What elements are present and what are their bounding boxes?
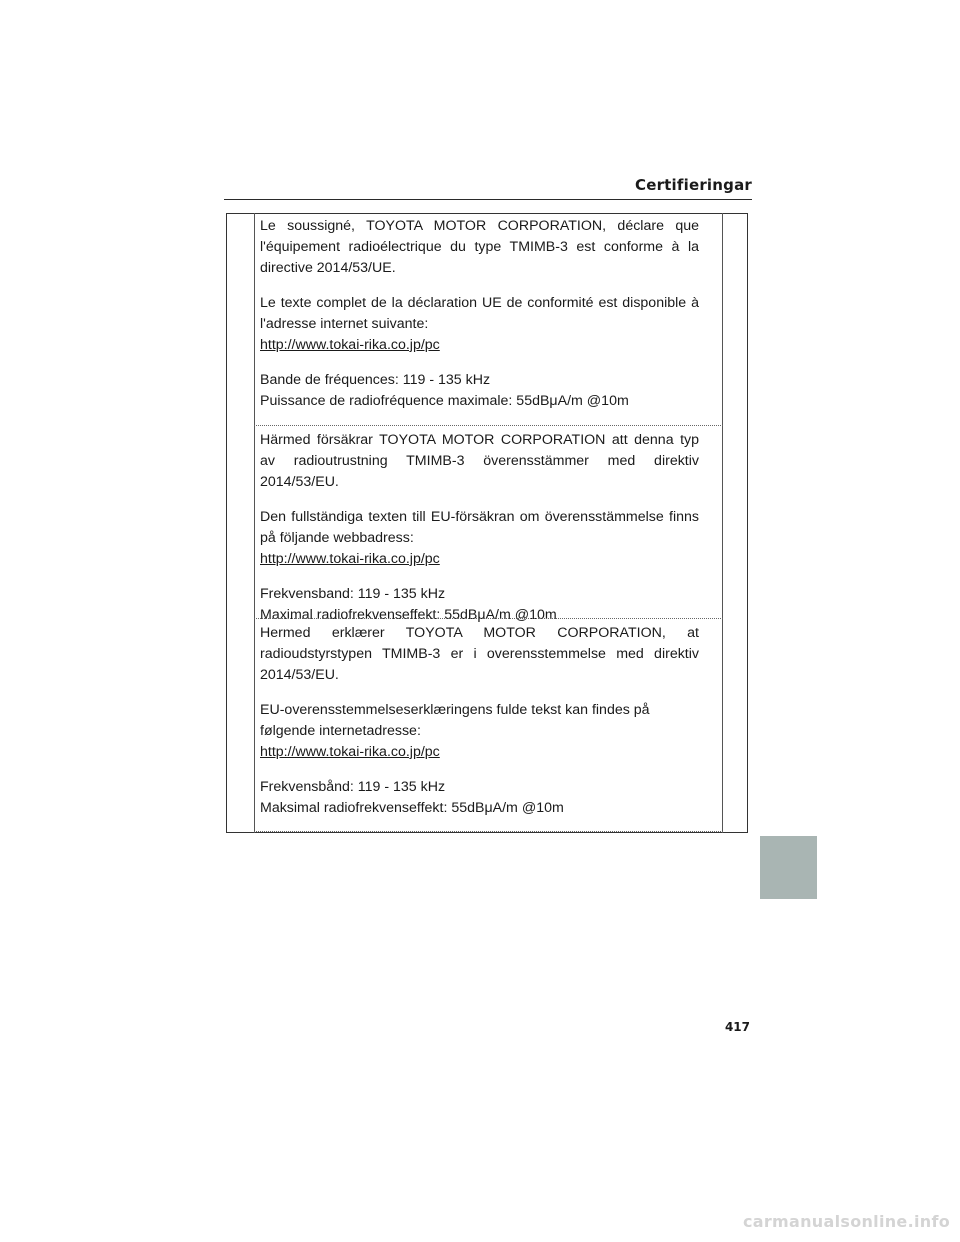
page-number: 417 (724, 1020, 750, 1034)
frequency-band: Frekvensband: 119 - 135 kHz (260, 586, 446, 602)
declaration-url-link[interactable]: http://www.tokai-rika.co.jp/pc (260, 744, 440, 760)
full-text-intro: Le texte complet de la déclaration UE de conformité est disponible à l'adresse internet suivante: (260, 295, 699, 332)
full-text-intro-line-1: EU-overensstemmelseserklæringens fulde tekst kan findes på (260, 702, 650, 718)
section-divider-bottom (254, 831, 723, 832)
declaration-text: Hermed erklærer TOYOTA MOTOR CORPORATION, at radioudstyrstypen TMIMB-3 er i overensstemmelse med direktiv 2014/53/EU. (260, 625, 699, 683)
section-divider (254, 425, 723, 426)
section-divider (254, 618, 723, 619)
frequency-band: Bande de fréquences: 119 - 135 kHz (260, 372, 491, 388)
declaration-section-swedish (260, 430, 699, 626)
declaration-text: Le soussigné, TOYOTA MOTOR CORPORATION, déclare que l'équipement radioélectrique du type TMIMB-3 est conforme à la directive 2014/53/UE. (260, 218, 699, 276)
max-power: Maximal radiofrekvenseffekt: 55dBμA/m @10m (260, 607, 557, 623)
page-header-title: Certifieringar (634, 176, 752, 194)
chapter-thumb-tab (760, 836, 817, 899)
full-text-intro: Den fullständiga texten till EU-försäkran om överensstämmelse finns på följande webbadress: (260, 509, 699, 546)
declaration-section-danish (260, 623, 699, 819)
declaration-url-link[interactable]: http://www.tokai-rika.co.jp/pc (260, 551, 440, 567)
declaration-text: Härmed försäkrar TOYOTA MOTOR CORPORATION att denna typ av radioutrustning TMIMB-3 överensstämmer med direktiv 2014/53/EU. (260, 432, 699, 490)
watermark-text: carmanualsonline.info (742, 1212, 950, 1231)
max-power: Maksimal radiofrekvenseffekt: 55dBμA/m @10m (260, 800, 564, 816)
max-power: Puissance de radiofréquence maximale: 55dBμA/m @10m (260, 393, 629, 409)
declaration-section-french (260, 216, 699, 412)
declaration-url-link[interactable]: http://www.tokai-rika.co.jp/pc (260, 337, 440, 353)
frequency-band: Frekvensbånd: 119 - 135 kHz (260, 779, 446, 795)
header-rule (224, 199, 752, 200)
full-text-intro-line-2: følgende internetadresse: (260, 723, 421, 739)
